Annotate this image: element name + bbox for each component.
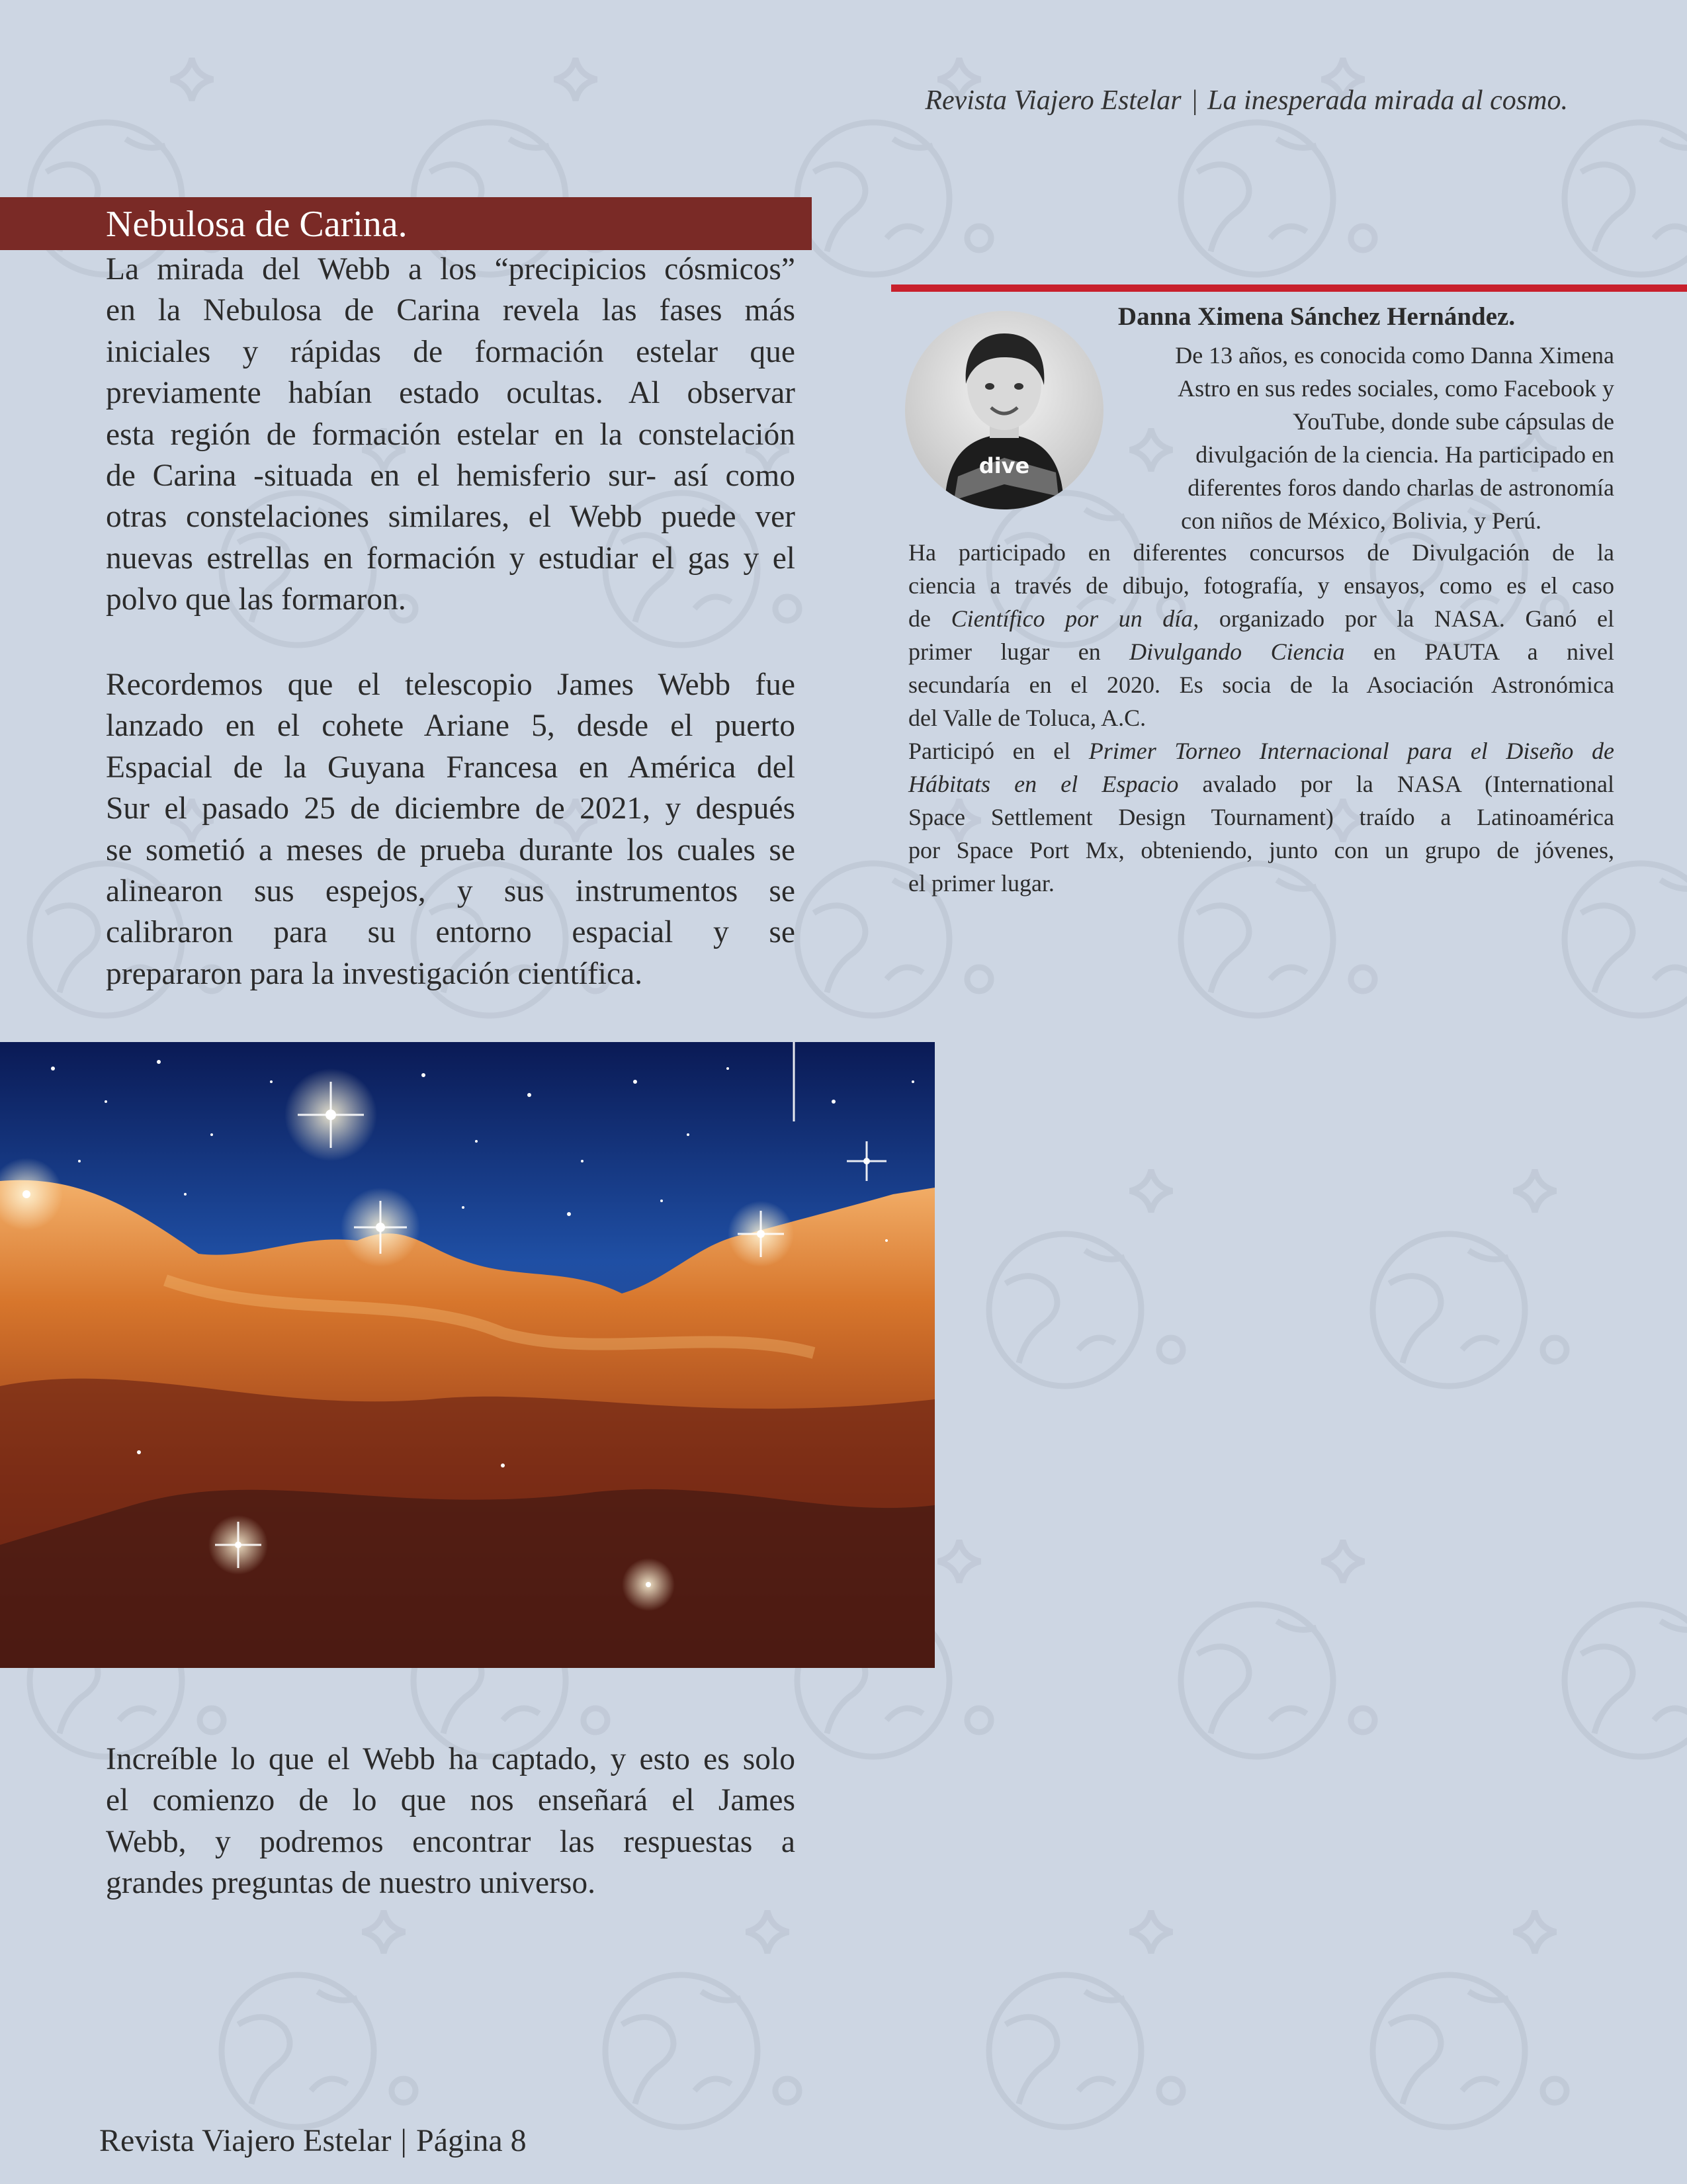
- author-bio-intro: [1072, 339, 1614, 537]
- bio-line: diferentes foros dando charlas de astronomía: [1188, 474, 1614, 501]
- paragraph-line: Espacial de la Guyana Francesa en América del: [106, 750, 795, 785]
- header-magazine-name: Revista Viajero Estelar: [925, 85, 1182, 116]
- planet-pattern-icon: [222, 1911, 415, 2127]
- bio-emphasis: Divulgando Ciencia: [1129, 638, 1345, 665]
- bio-line: ciencia a través de dibujo, fotografía, y ensayos, como es el caso: [908, 572, 1614, 599]
- page-number: Página 8: [416, 2123, 527, 2158]
- bio-line: divulgación de la ciencia. Ha participado en: [1195, 441, 1614, 468]
- paragraph-line: Recordemos que el telescopio James Webb fue: [106, 668, 795, 702]
- article-paragraph-2: [106, 664, 795, 994]
- footer-separator: |: [400, 2123, 408, 2158]
- bio-text: Participó en el: [908, 738, 1089, 764]
- paragraph-line: Sur el pasado 25 de diciembre de 2021, y después: [106, 791, 795, 826]
- paragraph-line: esta región de formación estelar en la constelación: [106, 417, 795, 452]
- bio-line: Space Settlement Design Tournament) traído a Latinoamérica: [908, 804, 1614, 830]
- shirt-logo: dive: [978, 453, 1030, 478]
- article-title-bar: [0, 197, 812, 250]
- planet-pattern-icon: [989, 1911, 1183, 2127]
- paragraph-line: Webb, y podremos encontrar las respuestas a: [106, 1824, 795, 1859]
- paragraph-line: el comienzo de lo que nos enseñará el James: [106, 1783, 795, 1818]
- author-name: Danna Ximena Sánchez Hernández.: [1117, 302, 1516, 331]
- bio-line: [908, 602, 1614, 635]
- page-footer: [99, 2122, 527, 2159]
- bio-text: primer lugar en: [908, 638, 1130, 665]
- paragraph-line: en la Nebulosa de Carina revela las fases más: [106, 293, 795, 328]
- paragraph-line: prepararon para la investigación científica.: [106, 956, 643, 991]
- paragraph-line: lanzado en el cohete Ariane 5, desde el puerto: [106, 709, 795, 744]
- article-paragraph-3: [106, 1739, 795, 1904]
- running-header: [794, 85, 1568, 116]
- header-separator: |: [1190, 85, 1199, 116]
- paragraph-line: alinearon sus espejos, y sus instrumentos se: [106, 874, 795, 909]
- paragraph-line: calibraron para su entorno espacial y se: [106, 915, 795, 950]
- article-title: Nebulosa de Carina.: [106, 204, 408, 245]
- planet-pattern-icon: [1565, 58, 1687, 275]
- bio-line: [908, 767, 1614, 801]
- article-paragraph-1: [106, 249, 795, 621]
- bio-emphasis: Científico por un día,: [951, 605, 1199, 632]
- bio-line: Astro en sus redes sociales, como Facebook y: [1178, 375, 1614, 402]
- planet-pattern-icon: [605, 1911, 799, 2127]
- bio-line: del Valle de Toluca, A.C.: [908, 705, 1146, 731]
- bio-line: [908, 635, 1614, 668]
- author-bio: [908, 536, 1614, 900]
- planet-pattern-icon: [1181, 1540, 1375, 1757]
- paragraph-line: grandes preguntas de nuestro universo.: [106, 1866, 596, 1901]
- paragraph-line: polvo que las formaron.: [106, 582, 406, 617]
- paragraph-line: iniciales y rápidas de formación estelar que: [106, 334, 795, 369]
- bio-text: avalado por la NASA (International: [1178, 771, 1615, 797]
- bio-line: secundaría en el 2020. Es socia de la Asociación Astronómica: [908, 672, 1614, 698]
- paragraph-line: nuevas estrellas en formación y estudiar el gas y el: [106, 541, 795, 576]
- bio-line: el primer lugar.: [908, 870, 1055, 896]
- planet-pattern-icon: [1373, 1170, 1567, 1386]
- bio-line: [908, 734, 1614, 767]
- bio-text: en PAUTA a nivel: [1344, 638, 1614, 665]
- planet-pattern-icon: [1565, 1540, 1687, 1757]
- bio-line: Ha participado en diferentes concursos de Divulgación de la: [908, 539, 1614, 566]
- paragraph-line: previamente habían estado ocultas. Al observar: [106, 376, 795, 411]
- paragraph-line: de Carina -situada en el hemisferio sur- así como: [106, 459, 795, 494]
- bio-line: De 13 años, es conocida como Danna Ximena: [1175, 342, 1614, 369]
- bio-line: por Space Port Mx, obteniendo, junto con un grupo de jóvenes,: [908, 837, 1614, 863]
- bio-emphasis: Hábitats en el Espacio: [908, 771, 1179, 797]
- paragraph-line: se sometió a meses de prueba durante los cuales se: [106, 832, 795, 867]
- planet-pattern-icon: [1373, 1911, 1567, 2127]
- bio-line: YouTube, donde sube cápsulas de: [1293, 408, 1614, 435]
- planet-pattern-icon: [989, 1170, 1183, 1386]
- bio-text: organizado por la NASA. Ganó el: [1199, 605, 1614, 632]
- paragraph-line: otras constelaciones similares, el Webb puede ver: [106, 500, 795, 535]
- bio-emphasis: Primer Torneo Internacional para el Diseño de: [1088, 738, 1614, 764]
- carina-nebula-image: [0, 1042, 935, 1668]
- bio-line: con niños de México, Bolivia, y Perú.: [1181, 507, 1541, 534]
- bio-text: de: [908, 605, 951, 632]
- header-tagline: La inesperada mirada al cosmo.: [1207, 85, 1568, 116]
- author-section-rule: [891, 284, 1687, 292]
- paragraph-line: Increíble lo que el Webb ha captado, y esto es solo: [106, 1742, 795, 1776]
- paragraph-line: La mirada del Webb a los “precipicios cósmicos”: [106, 252, 795, 286]
- footer-magazine-name: Revista Viajero Estelar: [99, 2123, 392, 2158]
